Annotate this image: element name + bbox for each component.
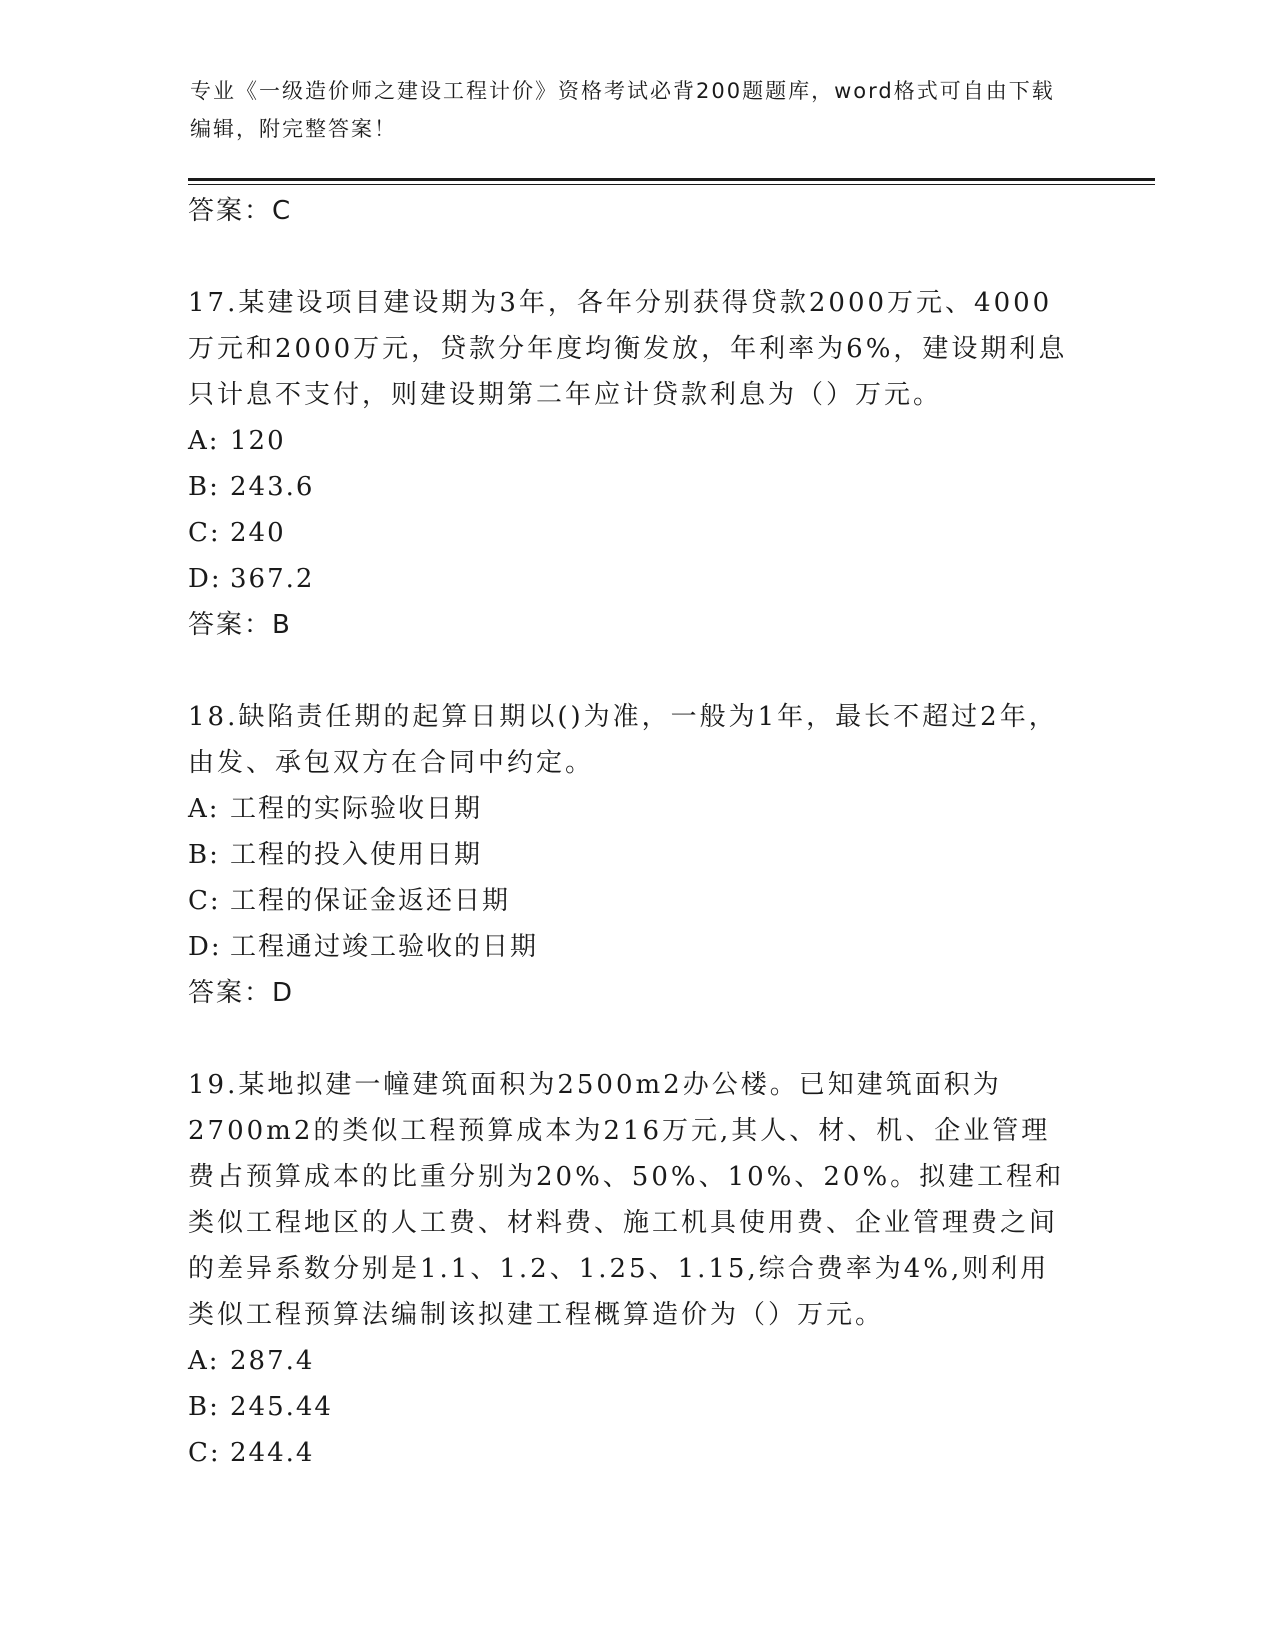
- option-value: 工程通过竣工验收的日期: [230, 932, 539, 962]
- header-divider-thin: [188, 184, 1155, 185]
- question-answer: 答案：B: [188, 610, 292, 640]
- option-a: [188, 786, 1088, 832]
- question-18: [188, 694, 1088, 1016]
- question-19: [188, 1062, 1088, 1476]
- option-key: A:: [188, 1346, 220, 1376]
- option-value: 120: [230, 426, 286, 456]
- option-c: [188, 510, 1088, 556]
- header-divider-thick: [188, 178, 1155, 181]
- option-key: B:: [188, 840, 220, 870]
- spacer: [188, 234, 1088, 280]
- option-d: [188, 556, 1088, 602]
- option-value: 245.44: [230, 1392, 333, 1422]
- option-value: 243.6: [230, 472, 315, 502]
- question-text: 19.某地拟建一幢建筑面积为2500m2办公楼。已知建筑面积为2700m2的类似工程预算成本为216万元,其人、材、机、企业管理费占预算成本的比重分别为20%、50%、10%、20%。拟建工程和类似工程地区的人工费、材料费、施工机具使用费、企业管理费之间的差异系数分别是1.1、1.2、1.25、1.15,综合费率为4%,则利用类似工程预算法编制该拟建工程概算造价为（）万元。: [188, 1070, 1065, 1330]
- previous-answer: 答案：C: [188, 196, 293, 226]
- option-value: 工程的实际验收日期: [230, 794, 483, 824]
- option-key: B:: [188, 472, 220, 502]
- option-value: 367.2: [230, 564, 315, 594]
- option-d: [188, 924, 1088, 970]
- option-key: D:: [188, 564, 222, 594]
- option-value: 240: [230, 518, 286, 548]
- option-c: [188, 1430, 1088, 1476]
- option-b: [188, 1384, 1088, 1430]
- document-header: 专业《一级造价师之建设工程计价》资格考试必背200题题库，word格式可自由下载编辑，附完整答案！: [190, 79, 1055, 141]
- option-key: C:: [188, 518, 221, 548]
- option-b: [188, 832, 1088, 878]
- option-c: [188, 878, 1088, 924]
- option-value: 工程的投入使用日期: [230, 840, 483, 870]
- question-17: [188, 280, 1088, 648]
- option-value: 工程的保证金返还日期: [230, 886, 511, 916]
- option-a: [188, 1338, 1088, 1384]
- option-key: A:: [188, 426, 220, 456]
- option-value: 244.4: [230, 1438, 315, 1468]
- question-answer: 答案：D: [188, 978, 295, 1008]
- option-b: [188, 464, 1088, 510]
- spacer: [188, 1016, 1088, 1062]
- option-key: C:: [188, 886, 221, 916]
- question-list: [188, 188, 1088, 1476]
- option-key: A:: [188, 794, 220, 824]
- question-text: 18.缺陷责任期的起算日期以()为准，一般为1年，最长不超过2年，由发、承包双方在合同中约定。: [188, 702, 1058, 778]
- option-key: C:: [188, 1438, 221, 1468]
- option-a: [188, 418, 1088, 464]
- spacer: [188, 648, 1088, 694]
- option-value: 287.4: [230, 1346, 315, 1376]
- option-key: B:: [188, 1392, 220, 1422]
- option-key: D:: [188, 932, 222, 962]
- question-text: 17.某建设项目建设期为3年，各年分别获得贷款2000万元、4000万元和2000万元，贷款分年度均衡发放，年利率为6%，建设期利息只计息不支付，则建设期第二年应计贷款利息为（）万元。: [188, 288, 1068, 410]
